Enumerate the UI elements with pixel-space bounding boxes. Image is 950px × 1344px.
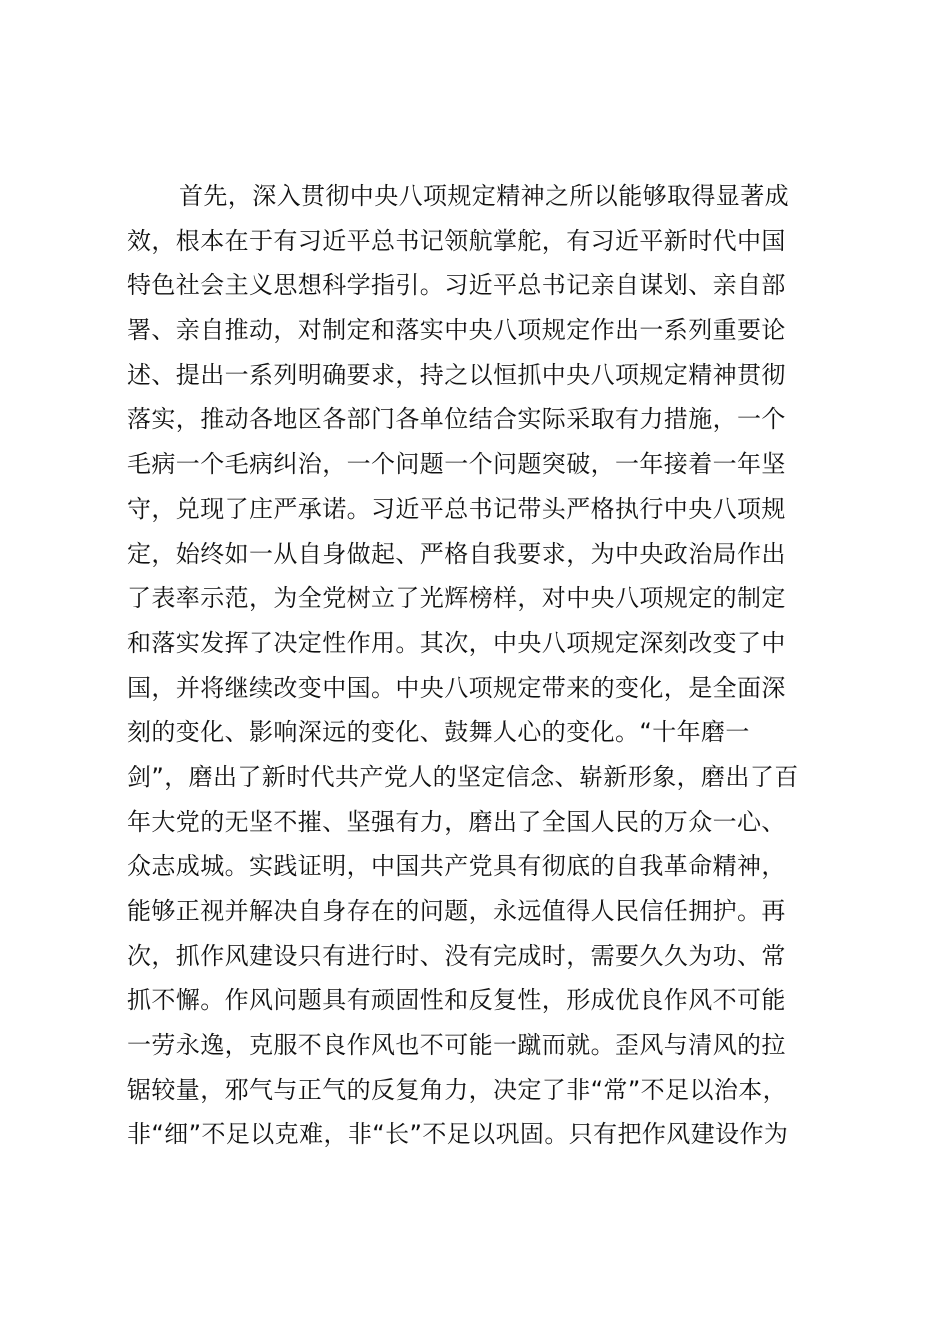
text-line: 定，始终如一从自身做起、严格自我要求，为中央政治局作出 [127, 539, 786, 568]
text-line: 首先，深入贯彻中央八项规定精神之所以能够取得显著成 [179, 182, 789, 210]
text-line: 毛病一个毛病纠治，一个问题一个问题突破，一年接着一年坚 [127, 450, 786, 479]
text-line: 年大党的无坚不摧、坚强有力，磨出了全国人民的万众一心、 [127, 807, 786, 836]
text-line: 次，抓作风建设只有进行时、没有完成时，需要久久为功、常 [127, 941, 786, 970]
text-line: 了表率示范，为全党树立了光辉榜样，对中央八项规定的制定 [127, 584, 786, 613]
text-line: 锯较量，邪气与正气的反复角力，决定了非“常”不足以治本， [127, 1075, 788, 1104]
text-line: 众志成城。实践证明，中国共产党具有彻底的自我革命精神， [127, 852, 786, 881]
text-line: 落实，推动各地区各部门各单位结合实际采取有力措施，一个 [127, 405, 786, 434]
body-paragraph [127, 174, 837, 1157]
text-line: 特色社会主义思想科学指引。习近平总书记亲自谋划、亲自部 [127, 271, 786, 300]
text-line: 非“细”不足以克难，非“长”不足以巩固。只有把作风建设作为 [127, 1120, 789, 1149]
text-line: 一劳永逸，克服不良作风也不可能一蹴而就。歪风与清风的拉 [127, 1031, 786, 1060]
text-line: 国，并将继续改变中国。中央八项规定带来的变化，是全面深 [127, 673, 786, 702]
text-line: 刻的变化、影响深远的变化、鼓舞人心的变化。“十年磨一 [127, 718, 750, 747]
text-line: 守，兑现了庄严承诺。习近平总书记带头严格执行中央八项规 [127, 494, 786, 523]
text-line: 剑”，磨出了新时代共产党人的坚定信念、崭新形象，磨出了百 [127, 762, 799, 791]
text-line: 署、亲自推动，对制定和落实中央八项规定作出一系列重要论 [127, 316, 786, 345]
text-line: 能够正视并解决自身存在的问题，永远值得人民信任拥护。再 [127, 897, 786, 925]
text-line: 效，根本在于有习近平总书记领航掌舵，有习近平新时代中国 [127, 226, 786, 255]
text-line: 述、提出一系列明确要求，持之以恒抓中央八项规定精神贯彻 [127, 360, 786, 389]
text-line: 抓不懈。作风问题具有顽固性和反复性，形成优良作风不可能 [127, 986, 786, 1015]
text-line: 和落实发挥了决定性作用。其次，中央八项规定深刻改变了中 [127, 628, 786, 657]
